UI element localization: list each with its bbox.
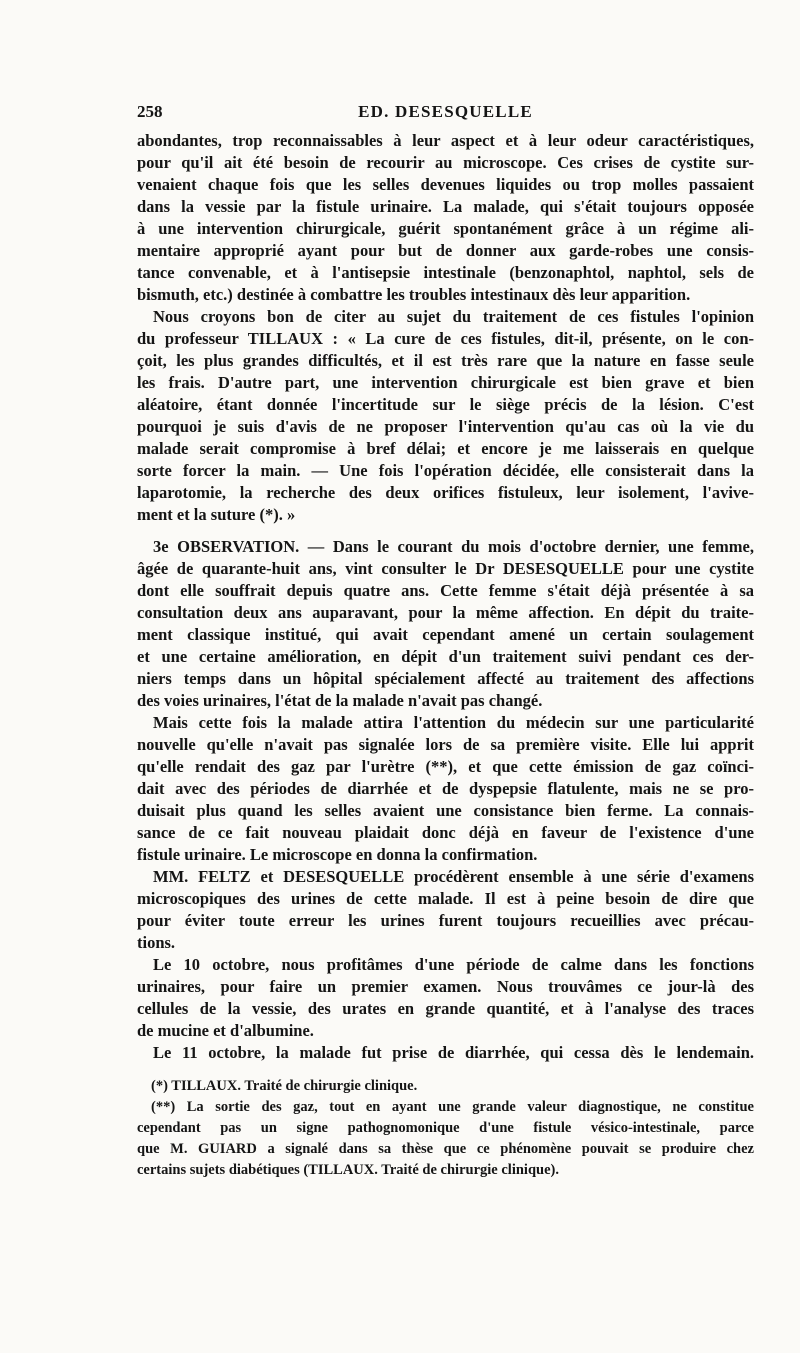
text-line: ment et la suture (*). »: [137, 505, 296, 524]
text-line: pourquoi je suis d'avis de ne proposer l'intervention qu'au cas où la vie du: [137, 417, 754, 436]
body-text: [137, 130, 754, 1181]
text-line: Nous croyons bon de citer au sujet du traitement de ces fistules l'opinion: [153, 307, 754, 326]
footnote-line: (**) La sortie des gaz, tout en ayant une grande valeur diagnostique, ne constitue: [151, 1099, 754, 1115]
footnote-line: (*) TILLAUX. Traité de chirurgie clinique.: [151, 1078, 418, 1094]
text-line: çoit, les plus grandes difficultés, et il est très rare que la nature en fasse seule: [137, 351, 754, 370]
text-line: dont elle souffrait depuis quatre ans. Cette femme s'était déjà présentée à sa: [137, 581, 754, 600]
text-line: à une intervention chirurgicale, guérit spontanément grâce à un régime ali-: [137, 219, 754, 238]
text-line: aléatoire, étant donnée l'incertitude sur le siège précis de la lésion. C'est: [137, 395, 754, 414]
text-line: bismuth, etc.) destinée à combattre les troubles intestinaux dès leur apparition.: [137, 285, 691, 304]
footnote-line: certains sujets diabétiques (TILLAUX. Traité de chirurgie clinique).: [137, 1162, 559, 1178]
text-line: du professeur TILLAUX : « La cure de ces fistules, dit-il, présente, on le con-: [137, 329, 754, 348]
text-line: nouvelle qu'elle n'avait pas signalée lors de sa première visite. Elle lui apprit: [137, 735, 754, 754]
text-line: duisait plus quand les selles avaient une consistance bien ferme. La connais-: [137, 801, 754, 820]
text-line: des voies urinaires, l'état de la malade n'avait pas changé.: [137, 691, 543, 710]
text-line: sance de ce fait nouveau plaidait donc déjà en faveur de l'existence d'une: [137, 823, 754, 842]
text-line: laparotomie, la recherche des deux orifices fistuleux, leur isolement, l'avive-: [137, 483, 754, 502]
text-line: de mucine et d'albumine.: [137, 1021, 314, 1040]
text-line: Mais cette fois la malade attira l'attention du médecin sur une particularité: [153, 713, 754, 732]
text-line: MM. FELTZ et DESESQUELLE procédèrent ensemble à une série d'examens: [153, 867, 754, 886]
text-line: venaient chaque fois que les selles devenues liquides ou trop molles passaient: [137, 175, 754, 194]
text-line: sorte forcer la main. — Une fois l'opération décidée, elle consisterait dans la: [137, 461, 754, 480]
text-line: consultation deux ans auparavant, pour la même affection. En dépit du traite-: [137, 603, 754, 622]
text-line: Le 11 octobre, la malade fut prise de diarrhée, qui cessa dès le lendemain.: [153, 1043, 754, 1062]
text-line: urinaires, pour faire un premier examen. Nous trouvâmes ce jour-là des: [137, 977, 754, 996]
text-line: pour qu'il ait été besoin de recourir au microscope. Ces crises de cystite sur-: [137, 153, 754, 172]
footnote-line: que M. GUIARD a signalé dans sa thèse que ce phénomène pouvait se produire chez: [137, 1141, 754, 1157]
page-header: [137, 102, 754, 124]
text-line: cellules de la vessie, des urates en grande quantité, et à l'analyse des traces: [137, 999, 754, 1018]
text-line: pour éviter toute erreur les urines furent toujours recueillies avec précau-: [137, 911, 754, 930]
text-line: malade serait compromise à bref délai; et encore je me laisserais en quelque: [137, 439, 754, 458]
text-line: tions.: [137, 933, 176, 952]
text-line: et une certaine amélioration, en dépit d'un traitement suivi pendant ces der-: [137, 647, 754, 666]
text-line: 3e OBSERVATION. — Dans le courant du mois d'octobre dernier, une femme,: [153, 537, 754, 556]
page-number: 258: [137, 102, 163, 121]
text-line: tance convenable, et à l'antisepsie intestinale (benzonaphtol, naphtol, sels de: [137, 263, 754, 282]
text-line: microscopiques des urines de cette malade. Il est à peine besoin de dire que: [137, 889, 754, 908]
text-line: ment classique institué, qui avait cependant amené un certain soulagement: [137, 625, 754, 644]
paragraph-gap: [137, 526, 754, 536]
text-line: les frais. D'autre part, une intervention chirurgicale est bien grave et bien: [137, 373, 754, 392]
running-head: ED. DESESQUELLE: [358, 102, 533, 121]
text-line: dait avec des périodes de diarrhée et de dyspepsie flatulente, mais ne se pro-: [137, 779, 754, 798]
text-line: Le 10 octobre, nous profitâmes d'une période de calme dans les fonctions: [153, 955, 754, 974]
text-line: âgée de quarante-huit ans, vint consulter le Dr DESESQUELLE pour une cystite: [137, 559, 754, 578]
text-line: mentaire approprié ayant pour but de donner aux garde-robes une consis-: [137, 241, 754, 260]
footnote-gap: [137, 1064, 754, 1076]
text-line: abondantes, trop reconnaissables à leur aspect et à leur odeur caractéristiques,: [137, 131, 754, 150]
text-line: qu'elle rendait des gaz par l'urètre (**), et que cette émission de gaz coïnci-: [137, 757, 754, 776]
text-line: fistule urinaire. Le microscope en donna la confirmation.: [137, 845, 538, 864]
text-line: niers temps dans un hôpital spécialement affecté au traitement des affections: [137, 669, 754, 688]
footnote-line: cependant pas un signe pathognomonique d'une fistule vésico-intestinale, parce: [137, 1120, 754, 1136]
text-line: dans la vessie par la fistule urinaire. La malade, qui s'était toujours opposée: [137, 197, 754, 216]
